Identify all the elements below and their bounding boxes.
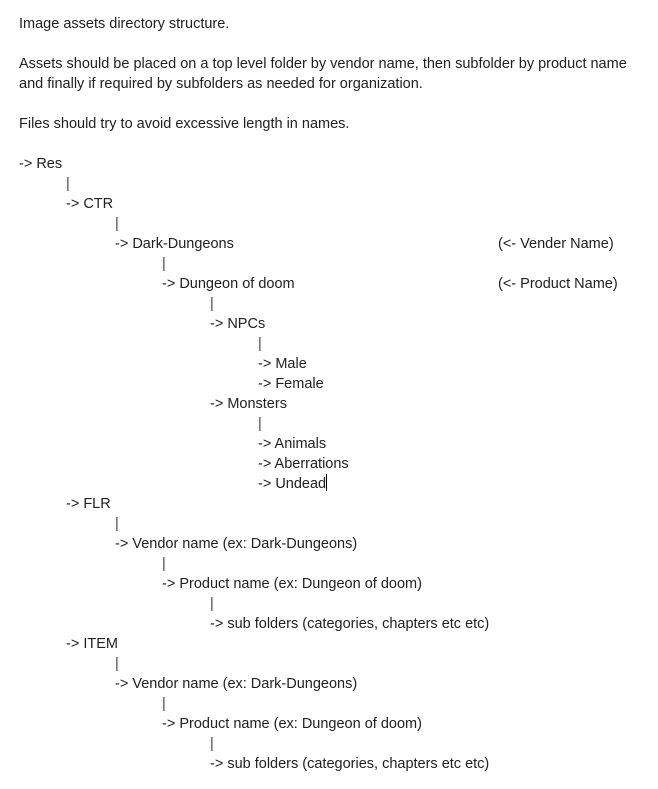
tree-connector: | bbox=[210, 736, 214, 752]
tree-node-flr-subfolders: -> sub folders (categories, chapters etc etc) bbox=[210, 616, 490, 632]
tree-node-item-product: -> Product name (ex: Dungeon of doom) bbox=[162, 716, 422, 732]
text-cursor bbox=[326, 474, 327, 491]
tree-node-item-subfolders: -> sub folders (categories, chapters etc etc) bbox=[210, 756, 490, 772]
tree-node-flr-product: -> Product name (ex: Dungeon of doom) bbox=[162, 576, 422, 592]
vendor-name-annotation: (<- Vender Name) bbox=[498, 236, 614, 252]
tree-node-undead: -> Undead bbox=[258, 476, 327, 492]
tree-node-ctr-vendor: -> Dark-Dungeons bbox=[115, 236, 234, 252]
tree-connector: | bbox=[115, 656, 119, 672]
tree-node-male: -> Male bbox=[258, 356, 307, 372]
tree-connector: | bbox=[210, 596, 214, 612]
tree-connector: | bbox=[66, 176, 70, 192]
tree-node-res: -> Res bbox=[19, 156, 63, 172]
intro-paragraph: Assets should be placed on a top level folder by vendor name, then subfolder by product name and finally if required by subfolders as needed for organization. bbox=[19, 56, 627, 92]
tree-node-flr: -> FLR bbox=[66, 496, 111, 512]
tree-connector: | bbox=[210, 296, 214, 312]
tree-connector: | bbox=[115, 516, 119, 532]
tree-connector: | bbox=[115, 216, 119, 232]
tree-node-ctr-product: -> Dungeon of doom bbox=[162, 276, 295, 292]
naming-note: Files should try to avoid excessive length in names. bbox=[19, 116, 350, 132]
tree-node-aberrations: -> Aberrations bbox=[258, 456, 349, 472]
tree-connector: | bbox=[258, 416, 262, 432]
tree-node-item-vendor: -> Vendor name (ex: Dark-Dungeons) bbox=[115, 676, 358, 692]
document-heading: Image assets directory structure. bbox=[19, 16, 230, 32]
tree-node-animals: -> Animals bbox=[258, 436, 327, 452]
tree-connector: | bbox=[258, 336, 262, 352]
tree-connector: | bbox=[162, 696, 166, 712]
tree-node-npcs: -> NPCs bbox=[210, 316, 266, 332]
tree-node-ctr: -> CTR bbox=[66, 196, 114, 212]
tree-connector: | bbox=[162, 256, 166, 272]
tree-node-item: -> ITEM bbox=[66, 636, 118, 652]
tree-node-undead-row bbox=[258, 474, 327, 494]
tree-node-flr-vendor: -> Vendor name (ex: Dark-Dungeons) bbox=[115, 536, 358, 552]
tree-node-female: -> Female bbox=[258, 376, 324, 392]
tree-connector: | bbox=[162, 556, 166, 572]
product-name-annotation: (<- Product Name) bbox=[498, 276, 618, 292]
tree-node-monsters: -> Monsters bbox=[210, 396, 287, 412]
